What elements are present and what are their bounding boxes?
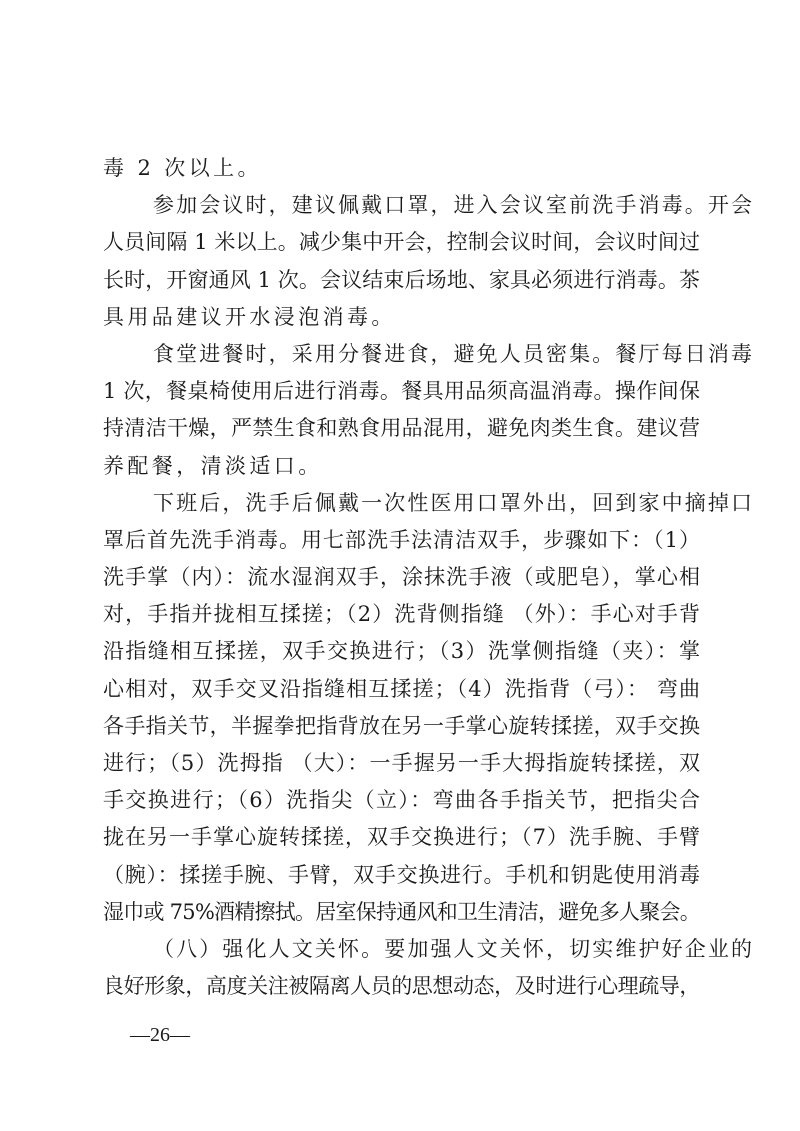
text-line: （腕）：揉搓手腕、手臂，双手交换进行。手机和钥匙使用消毒 — [103, 862, 700, 887]
text-line: 进行；（5）洗拇指 （大）：一手握另一手大拇指旋转揉搓，双 — [103, 751, 700, 775]
text-line: 毒 2 次以上。 — [103, 156, 262, 180]
text-line: 良好形象，高度关注被隔离人员的思想动态，及时进行心理疏导， — [103, 974, 700, 999]
text-line: 洗手掌（内）：流水湿润双手，涂抹洗手液（或肥皂），掌心相 — [103, 565, 700, 590]
text-line: 人员间隔 1 米以上。减少集中开会，控制会议时间，会议时间过 — [103, 230, 700, 255]
paragraph-after-work-start: 下班后，洗手后佩戴一次性医用口罩外出，回到家中摘掉口 — [153, 490, 750, 515]
text-line: 罩后首先洗手消毒。用七部洗手法清洁双手，步骤如下：（1） — [103, 527, 700, 552]
paragraph-meeting-start: 参加会议时，建议佩戴口罩，进入会议室前洗手消毒。开会 — [153, 193, 750, 218]
text-line: 各手指关节，半握拳把指背放在另一手掌心旋转揉搓，双手交换 — [103, 713, 700, 738]
text-line: 沿指缝相互揉搓，双手交换进行；（3）洗掌侧指缝（夹）：掌 — [103, 639, 700, 664]
text-line: 长时，开窗通风 1 次。会议结束后场地、家具必须进行消毒。茶 — [103, 267, 700, 292]
section-heading-humanistic-care: （八）强化人文关怀。要加强人文关怀，切实维护好企业的 — [153, 936, 750, 961]
text-line: 对，手指并拢相互揉搓；（2）洗背侧指缝 （外）：手心对手背 — [103, 602, 700, 627]
document-body — [103, 150, 750, 1005]
text-line: 养配餐，清淡适口。 — [103, 453, 323, 478]
text-line: 湿巾或 75%酒精擦拭。居室保持通风和卫生清洁，避免多人聚会。 — [103, 899, 700, 924]
text-line: 心相对，双手交叉沿指缝相互揉搓；（4）洗指背（弓）： 弯曲 — [103, 676, 700, 701]
text-line: 拢在另一手掌心旋转揉搓，双手交换进行；（7）洗手腕、手臂 — [103, 825, 700, 850]
text-line: 持清洁干燥，严禁生食和熟食用品混用，避免肉类生食。建议营 — [103, 416, 700, 441]
text-line: 具用品建议开水浸泡消毒。 — [103, 304, 396, 329]
paragraph-canteen-start: 食堂进餐时，采用分餐进食，避免人员密集。餐厅每日消毒 — [153, 341, 750, 366]
page-number: —26— — [130, 1024, 190, 1046]
text-line: 1 次，餐桌椅使用后进行消毒。餐具用品须高温消毒。操作间保 — [103, 379, 700, 404]
text-line: 手交换进行；（6）洗指尖（立）：弯曲各手指关节，把指尖合 — [103, 788, 700, 813]
